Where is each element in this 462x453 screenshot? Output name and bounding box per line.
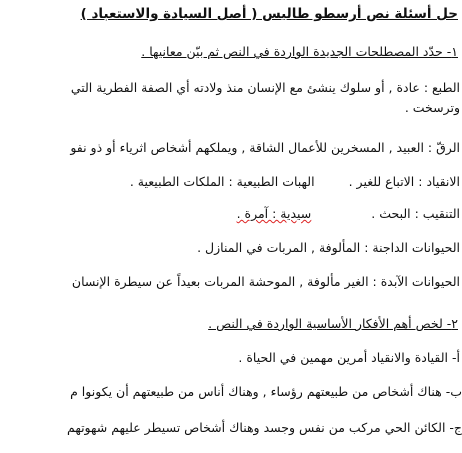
page-title: حل أسئلة نص أرسطو طاليس ( أصل السيادة والاستعباد ) [80, 6, 458, 22]
idea-a: أ- القيادة والانقياد أمرين مهمين في الحياة . [238, 350, 460, 365]
definition-inqiyad: الانقياد : الاتباع للغير . [348, 174, 460, 189]
idea-b: ب- هناك أشخاص من طبيعتهم رؤساء , وهناك أناس من طبيعتهم أن يكونوا م [70, 384, 462, 399]
definition-abida: الحيوانات الآبدة : الغير مألوفة , الموحشة المربات بعيداً عن سيطرة الإنسان [71, 274, 460, 289]
definition-row-inqiyad [130, 174, 460, 190]
idea-c: ج- الكائن الحي مركب من نفس وجسد وهناك أشخاص تسيطر عليهم شهوتهم [67, 420, 462, 435]
definition-taba-line-1: الطبع : عادة , أو سلوك ينشئ مع الإنسان منذ ولادته أي الصفة الفطرية التي [70, 80, 460, 95]
question-1-heading: ١- حدّد المصطلحات الجديدة الواردة في النص ثم بيّن معانيها . [141, 44, 458, 59]
question-2-heading: ٢- لخص أهم الأفكار الأساسية الواردة في النص . [208, 316, 458, 331]
definition-siyada: سيدية : آمرة . [236, 206, 312, 221]
definition-tanqib: التنقيب : البحث . [371, 206, 460, 221]
definition-row-tanqib [237, 206, 460, 222]
definition-riq: الرقّ : العبيد , المسخرين للأعمال الشاقة , ويملكهم أشخاص اثرياء أو ذو نفو [70, 140, 460, 155]
definition-dajina: الحيوانات الداجنة : المألوفة , المربات في المنازل . [197, 240, 460, 255]
definition-hibat: الهبات الطبيعية : الملكات الطبيعية . [129, 174, 315, 189]
definition-taba-line-2: وترسخت . [404, 100, 460, 115]
